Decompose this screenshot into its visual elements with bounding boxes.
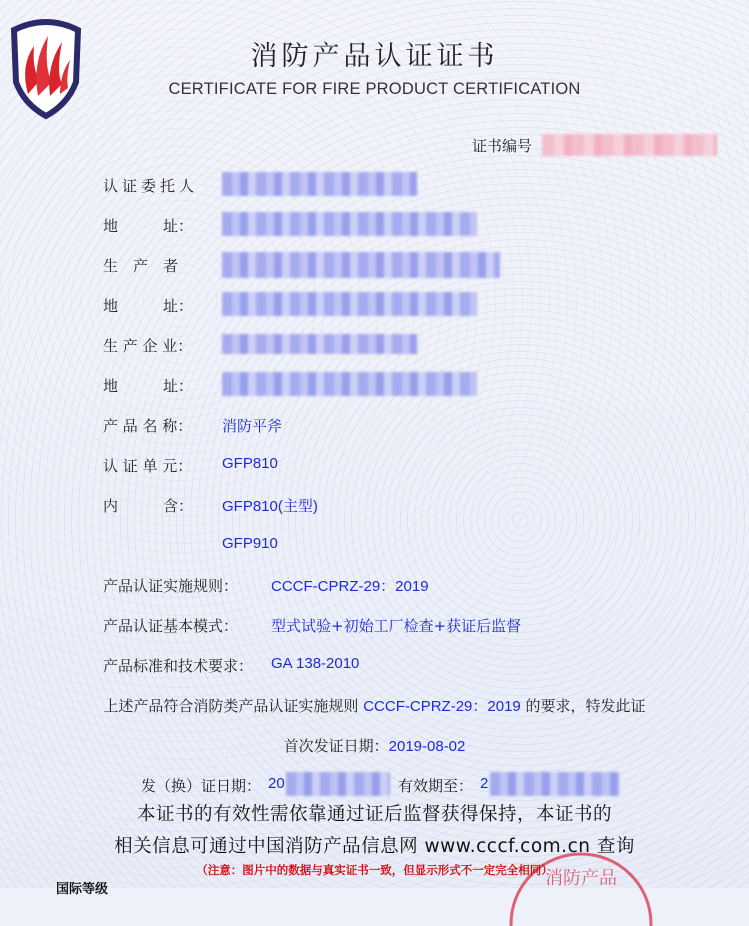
client-label: 认证委托人 bbox=[103, 177, 199, 195]
address-label-1: 地 址： bbox=[103, 217, 194, 235]
factory-value-redacted bbox=[222, 334, 417, 354]
content-value-1: GFP810(主型) bbox=[222, 498, 318, 515]
content-value-2: GFP910 bbox=[222, 535, 278, 552]
unit-label: 认 证 单 元： bbox=[103, 457, 193, 475]
address-value-3-redacted bbox=[222, 372, 477, 396]
standard-label: 产品标准和技术要求： bbox=[103, 657, 254, 675]
address-label-3: 地 址： bbox=[103, 377, 194, 395]
valid-until-label: 有效期至： bbox=[398, 777, 474, 795]
client-value-redacted bbox=[222, 172, 417, 196]
producer-value-redacted bbox=[222, 252, 500, 278]
product-name-label: 产 品 名 称： bbox=[103, 417, 193, 435]
bottom-cut-text: 国际等级 bbox=[56, 882, 109, 897]
statement-rule: CCCF-CPRZ-29：2019 bbox=[363, 698, 521, 715]
issue-date-value-partial: 20 bbox=[268, 775, 285, 792]
mode-value: 型式试验+初始工厂检查+获证后监督 bbox=[271, 617, 522, 635]
footer-line-2: 相关信息可通过中国消防产品信息网 www.cccf.com.cn 查询 bbox=[114, 836, 635, 857]
first-issue-label: 首次发证日期： bbox=[283, 737, 389, 755]
seal-text: 消防产品 bbox=[545, 868, 617, 889]
standard-value: GA 138-2010 bbox=[271, 655, 360, 672]
content-label: 内 含： bbox=[103, 497, 194, 515]
address-value-1-redacted bbox=[222, 212, 477, 236]
compliance-statement bbox=[0, 695, 749, 716]
certificate-number-label: 证书编号 bbox=[472, 137, 533, 155]
valid-until-value-partial: 2 bbox=[480, 775, 489, 792]
issue-date-label: 发（换）证日期： bbox=[141, 777, 262, 795]
certificate-title-cn: 消防产品认证证书 bbox=[250, 41, 499, 72]
address-label-2: 地 址： bbox=[103, 297, 194, 315]
rules-label: 产品认证实施规则： bbox=[103, 577, 239, 595]
rules-value: CCCF-CPRZ-29：2019 bbox=[271, 578, 429, 595]
official-seal-stamp-icon bbox=[506, 846, 656, 926]
statement-prefix: 上述产品符合消防类产品认证实施规则 bbox=[103, 697, 359, 715]
disclaimer-note: （注意：图片中的数据与真实证书一致，但显示形式不一定完全相同） bbox=[196, 863, 553, 877]
first-issue-value: 2019-08-02 bbox=[388, 738, 466, 755]
mode-label: 产品认证基本模式： bbox=[103, 617, 239, 635]
certificate-title-en: CERTIFICATE FOR FIRE PRODUCT CERTIFICATION bbox=[168, 80, 581, 98]
footer-line-1: 本证书的有效性需依靠通过证后监督获得保持，本证书的 bbox=[136, 804, 612, 825]
valid-until-redacted bbox=[490, 772, 620, 796]
issue-date-redacted bbox=[286, 772, 390, 796]
address-value-2-redacted bbox=[222, 292, 477, 316]
factory-label: 生 产 企 业： bbox=[103, 337, 193, 355]
statement-suffix: 的要求，特发此证 bbox=[525, 697, 646, 715]
certificate-number-redacted bbox=[542, 134, 717, 156]
first-issue-date bbox=[0, 735, 749, 756]
product-name-value: 消防平斧 bbox=[222, 417, 283, 435]
producer-label: 生 产 者 bbox=[103, 257, 179, 275]
unit-value: GFP810 bbox=[222, 455, 278, 472]
